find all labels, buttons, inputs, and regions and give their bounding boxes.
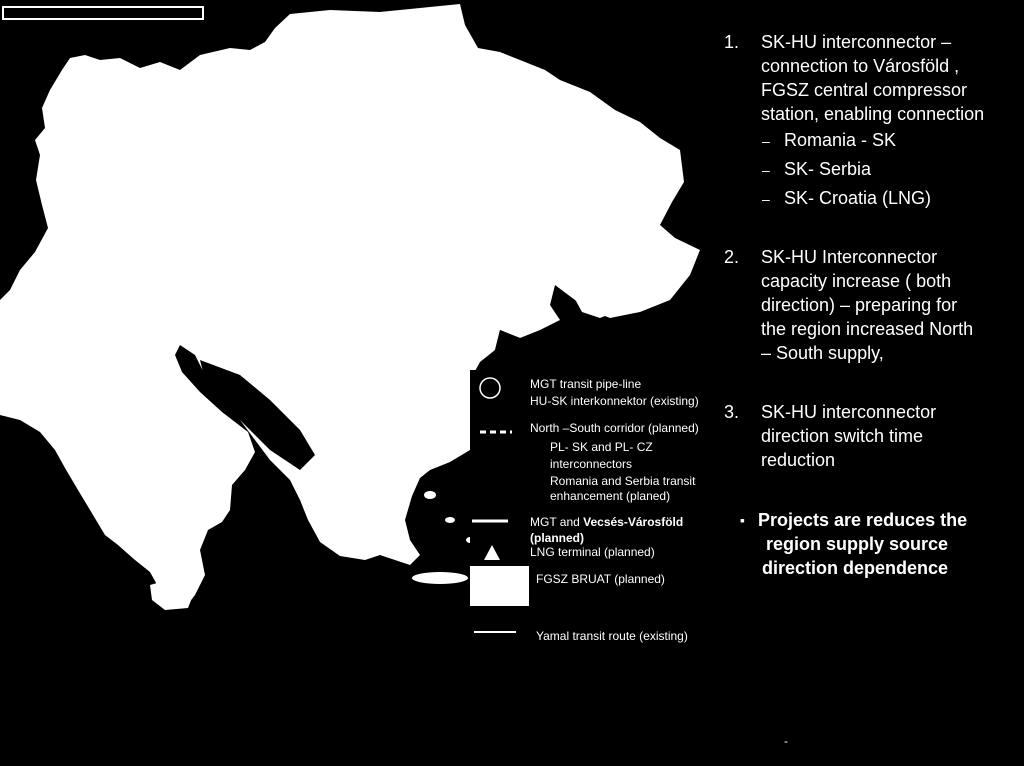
legend-label-enhancement: enhancement (planed) [550, 489, 671, 503]
island-aegean-2 [445, 517, 455, 523]
sub-item: – Romania - SK [762, 130, 897, 150]
bruat-area-symbol [470, 566, 529, 606]
item-text: SK-HU interconnector – connection to Városföld , FGSZ central compressor station, enabling connection [761, 32, 985, 124]
scale-bar [2, 6, 204, 20]
legend-label-north-south: North –South corridor (planned) [530, 421, 699, 435]
item-text: SK-HU interconnector direction switch time reduction [761, 402, 937, 470]
circle-symbol [480, 378, 500, 398]
triangle-icon [484, 545, 500, 560]
legend-label-lng: LNG terminal (planned) [530, 545, 655, 559]
legend-label-mgt: MGT transit pipe-line [530, 377, 642, 391]
legend-label-vecses: MGT and Vecsés-Városföld [530, 515, 684, 529]
island-aegean-1 [424, 491, 436, 499]
legend-label-romania-serbia: Romania and Serbia transit [550, 474, 696, 488]
legend-label-bruat: FGSZ BRUAT (planned) [536, 572, 665, 586]
legend-label-yamal: Yamal transit route (existing) [536, 629, 688, 643]
island-aegean-4 [390, 467, 400, 473]
legend-label-husk: HU-SK interkonnektor (existing) [530, 394, 699, 408]
summary-text: Projects are reduces the region supply source direction dependence [758, 510, 968, 578]
bullet-mark: ▪ [740, 512, 745, 528]
footer-mark: - [784, 734, 788, 748]
city-label-varosfold: Város [28, 400, 86, 425]
legend-label-planned: (planned) [530, 531, 584, 545]
island-crete [412, 572, 468, 584]
legend-label-plsk: PL- SK and PL- CZ [550, 440, 653, 454]
item-number: 3. [724, 402, 740, 422]
item-text: SK-HU Interconnector capacity increase ( both direction) – preparing for the region increased North – South supply, [761, 247, 974, 363]
item-number: 2. [724, 247, 740, 267]
sub-item: – SK- Croatia (LNG) [762, 188, 932, 208]
sub-item: – SK- Serbia [762, 159, 872, 179]
item-number: 1. [724, 32, 740, 52]
legend-label-interconnectors: interconnectors [550, 457, 633, 471]
legend-symbols [470, 370, 530, 650]
